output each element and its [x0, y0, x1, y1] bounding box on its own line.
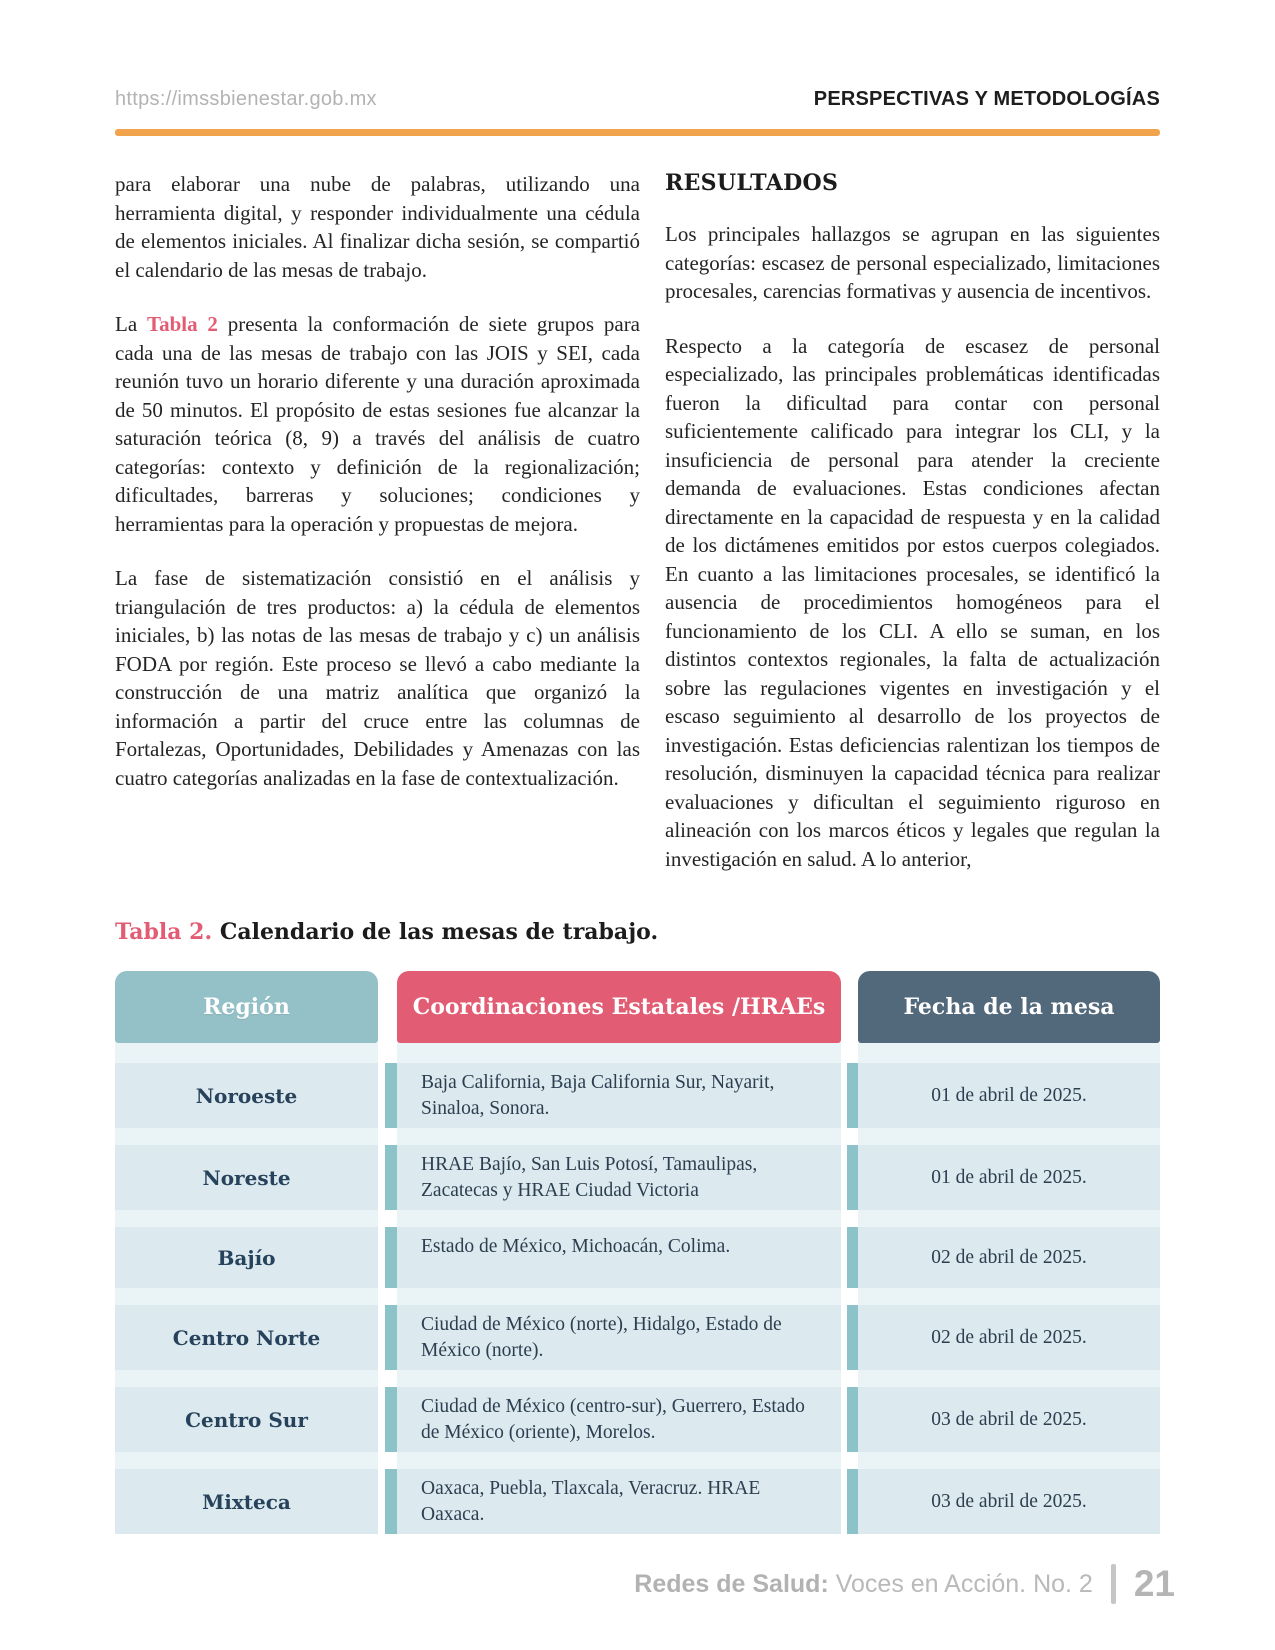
body-columns [115, 170, 1160, 873]
right-column [665, 170, 1160, 873]
paragraph: La fase de sistematización consistió en el análisis y triangulación de tres productos: a) la cédula de elementos iniciales, b) las notas de las mesas de trabajo y c) un análisis FODA por región. Este proceso se llevó a cabo mediante la construcción de una matriz analítica que organizó la información a partir del cruce entre las columnas de Fortalezas, Oportunidades, Debilidades y Amenazas con las cuatro categorías analizadas en la fase de contextualización. [115, 566, 640, 790]
table-row-gap [115, 1043, 1160, 1063]
accent-bar [847, 1063, 858, 1128]
date-cell: 03 de abril de 2025. [858, 1387, 1160, 1452]
table-row-gap [115, 1128, 1160, 1145]
date-cell: 01 de abril de 2025. [858, 1145, 1160, 1210]
states-cell: Baja California, Baja California Sur, Nayarit, Sinaloa, Sonora. [397, 1063, 841, 1128]
accent-bar [847, 1469, 858, 1534]
accent-bar [847, 1387, 858, 1452]
table-row [115, 1145, 1160, 1210]
states-cell: Oaxaca, Puebla, Tlaxcala, Veracruz. HRAE Oaxaca. [397, 1469, 841, 1534]
region-cell: Centro Sur [115, 1387, 378, 1452]
region-cell: Noreste [115, 1145, 378, 1210]
accent-bar [385, 1145, 397, 1210]
table-row-gap [115, 1210, 1160, 1227]
journal-title-rest: Voces en Acción. No. 2 [828, 1569, 1093, 1598]
date-cell: 01 de abril de 2025. [858, 1063, 1160, 1128]
states-cell: Ciudad de México (norte), Hidalgo, Estado de México (norte). [397, 1305, 841, 1370]
region-cell: Centro Norte [115, 1305, 378, 1370]
table-caption [115, 919, 1160, 945]
accent-bar [385, 1063, 397, 1128]
paragraph: Respecto a la categoría de escasez de personal especializado, las principales problemáticas identificadas fueron la dificultad para contar con personal suficientemente calificado para integrar los CLI, y la insuficiencia de personal para atender la creciente demanda de evaluaciones. Estas condiciones afectan directamente en la capacidad de respuesta y en la calidad de los dictámenes emitidos por estos cuerpos colegiados. En cuanto a las limitaciones procesales, se identificó la ausencia de procedimientos homogéneos para el funcionamiento de los CLI. A ello se suman, en los distintos contextos regionales, la falta de actualización sobre las regulaciones vigentes en investigación y el escaso seguimiento al desarrollo de los proyectos de investigación. Estas deficiencias ralentizan los tiempos de resolución, disminuyen la capacidad técnica para realizar evaluaciones y dificultan el seguimiento riguroso en alineación con los marcos éticos y legales que regulan la investigación en salud. A lo anterior, [665, 333, 1160, 871]
accent-bar [385, 1387, 397, 1452]
page-number: 21 [1133, 1563, 1175, 1604]
schedule-table [115, 971, 1160, 1534]
accent-bar [385, 1469, 397, 1534]
table-row-gap [115, 1370, 1160, 1387]
paragraph-text: La [115, 312, 147, 336]
site-url: https://imssbienestar.gob.mx [115, 88, 377, 110]
accent-bar [385, 1227, 397, 1288]
page-footer [634, 1563, 1175, 1605]
table-2-reference-link[interactable]: Tabla 2 [146, 312, 218, 336]
paragraph: para elaborar una nube de palabras, utilizando una herramienta digital, y responder individualmente una cédula de elementos iniciales. Al finalizar dicha sesión, se compartió el calendario de las mesas de trabajo. [115, 172, 640, 282]
page-header [115, 0, 1160, 111]
table-row [115, 1387, 1160, 1452]
region-cell: Mixteca [115, 1469, 378, 1534]
states-cell: Ciudad de México (centro-sur), Guerrero, Estado de México (oriente), Morelos. [397, 1387, 841, 1452]
accent-bar [847, 1305, 858, 1370]
results-heading: RESULTADOS [665, 170, 839, 196]
left-column [115, 170, 640, 873]
accent-bar [847, 1227, 858, 1288]
journal-title [634, 1570, 1093, 1599]
table-row-gap [115, 1288, 1160, 1305]
paragraph: Los principales hallazgos se agrupan en las siguientes categorías: escasez de personal especializado, limitaciones procesales, carencias formativas y ausencia de incentivos. [665, 222, 1160, 303]
table-caption-text: Calendario de las mesas de trabajo. [212, 919, 659, 945]
region-cell: Bajío [115, 1227, 378, 1288]
accent-bar [847, 1145, 858, 1210]
table-row [115, 1305, 1160, 1370]
table-row [115, 1469, 1160, 1534]
date-cell: 02 de abril de 2025. [858, 1227, 1160, 1288]
journal-title-bold: Redes de Salud: [634, 1569, 829, 1598]
date-cell: 02 de abril de 2025. [858, 1305, 1160, 1370]
table-header-region: Región [115, 971, 378, 1043]
table-header-coordinations: Coordinaciones Estatales /HRAEs [397, 971, 841, 1043]
states-cell: Estado de México, Michoacán, Colima. [397, 1227, 841, 1288]
table-row [115, 1227, 1160, 1288]
accent-bar [385, 1305, 397, 1370]
footer-divider [1111, 1564, 1116, 1604]
table-row [115, 1063, 1160, 1128]
table-caption-label: Tabla 2. [115, 919, 213, 945]
paragraph [115, 310, 640, 538]
table-header-date: Fecha de la mesa [858, 971, 1160, 1043]
region-cell: Noroeste [115, 1063, 378, 1128]
table-row-gap [115, 1452, 1160, 1469]
section-title: PERSPECTIVAS Y METODOLOGÍAS [813, 88, 1160, 110]
page-content [115, 0, 1160, 1534]
states-cell: HRAE Bajío, San Luis Potosí, Tamaulipas, Zacatecas y HRAE Ciudad Victoria [397, 1145, 841, 1210]
header-divider [115, 129, 1160, 136]
paragraph-text: presenta la conformación de siete grupos para cada una de las mesas de trabajo con las JOIS y SEI, cada reunión tuvo un horario diferente y una duración aproximada de 50 minutos. El propósito de estas sesiones fue alcanzar la saturación teórica (8, 9) a través del análisis de cuatro categorías: contexto y definición de la regionalización; dificultades, barreras y soluciones; condiciones y herramientas para la operación y propuestas de mejora. [115, 312, 641, 536]
date-cell: 03 de abril de 2025. [858, 1469, 1160, 1534]
table-header-row [115, 971, 1160, 1043]
